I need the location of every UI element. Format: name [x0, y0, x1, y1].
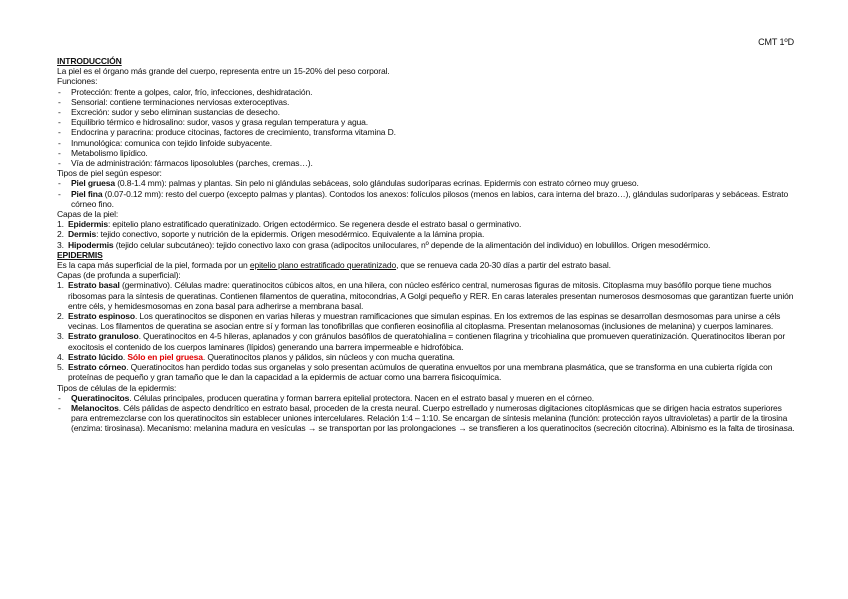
list-item-queratinocitos — [57, 393, 797, 403]
term-queratinocitos: Queratinocitos — [71, 392, 130, 403]
list-item-estrato-basal: 1. Estrato basal (germinativo). Células madre: queratinocitos cúbicos altos, en una hilera, con núcleo esférico central, numerosas figuras de mitosis. Citoplasma muy basófilo porque tiene muchos ribosomas para la síntesis de queratinas. Contienen filamentos de queratina, mitocondrias, A Golgi pequeño y RER. En caras laterales presentan numerosos desmosomas que garantizan fuerte unión entre céls, y hemidesmosomas en zona basal para adherirse a membrana basal. — [57, 280, 794, 311]
highlight-piel-gruesa: Sólo en piel gruesa — [127, 351, 203, 362]
epidermis-text-a: Es la capa más superficial de la piel, formada por un — [57, 260, 250, 271]
term-melanocitos: Melanocitos — [71, 402, 119, 413]
item-number: 3. — [57, 239, 64, 250]
text-estrato-basal: (germinativo). Células madre: queratinocitos cúbicos altos, en una hilera, con núcleo esférico central, numerosas figuras de mitosis. Citoplasma muy basófilo porque tiene muchos ribosomas para la síntesis de queratinas. Contienen filamentos de queratina, mitocondrias, A Golgi pequeño y RER. En caras laterales presentan numerosos desmosomas que garantizan fuerte unión entre céls, y hemidesmosomas en zona basal para adherirse a membrana basal. — [68, 280, 794, 311]
list-item-dermis — [57, 229, 797, 239]
section-title-introduccion: INTRODUCCIÓN — [57, 56, 122, 66]
list-item: - Vía de administración: fármacos liposolubles (parches, cremas…). — [57, 158, 797, 168]
term-estrato-corneo: Estrato córneo — [68, 362, 127, 373]
term-estrato-granuloso: Estrato granuloso — [68, 331, 139, 342]
term-estrato-lucido: Estrato lúcido — [68, 351, 123, 362]
text-estrato-lucido: . Queratinocitos planos y pálidos, sin núcleos y con mucha queratina. — [202, 351, 455, 362]
text-piel-gruesa: (0.8-1.4 mm): palmas y plantas. Sin pelo ni glándulas sebáceas, solo glándulas sudoríparas ecrinas. Epidermis con estrato córneo muy grueso. — [114, 178, 639, 189]
course-tag: CMT 1ºD — [758, 37, 794, 47]
text-epidermis: : epitelio plano estratificado queratinizado. Origen ectodérmico. Se regenera desde el estrato basal o germinativo. — [107, 219, 522, 230]
text-estrato-corneo: . Queratinocitos han perdido todas sus organelas y solo presentan acúmulos de queratina envueltos por una membrana plasmática, que se transforma en una cubierta rígida con proteínas de pequeño y gran tamaño que le dan la capacidad a la epidermis de actuar como una barrera fisicoquímica. — [68, 362, 773, 383]
tipos-celulas-label: Tipos de células de la epidermis: — [57, 382, 177, 393]
term-estrato-espinoso: Estrato espinoso — [68, 311, 135, 322]
list-item: - Excreción: sudor y sebo eliminan sustancias de desecho. — [57, 107, 797, 117]
list-item: - Protección: frente a golpes, calor, frío, infecciones, deshidratación. — [57, 87, 797, 97]
text-dermis: : tejido conectivo, soporte y nutrición de la epidermis. Origen mesodérmico. Equivalente a la lámina propia. — [96, 229, 485, 240]
term-estrato-basal: Estrato basal — [68, 280, 120, 291]
list-item-estrato-espinoso: 2. Estrato espinoso. Los queratinocitos se disponen en varias hileras y muestran ramificaciones que simulan espinas. En los extremos de las espinas se desarrollan desmosomas para unirse a céls vecinas. Los filamentos de queratina se asocian entre sí y forman las tonofibrillas que confieren eosinofilia al citoplasma. Presentan melanosomas (inclusiones de melanina) y cuerpos laminares. — [57, 311, 781, 332]
list-item-epidermis — [57, 219, 797, 229]
section-title-epidermis: EPIDERMIS — [57, 249, 103, 260]
capas-piel-label: Capas de la piel: — [57, 209, 119, 220]
list-item: - Sensorial: contiene terminaciones nerviosas exteroceptivas. — [57, 97, 797, 107]
term-epidermis: Epidermis — [68, 219, 108, 230]
epidermis-underlined: epitelio plano estratificado queratinizado — [249, 260, 397, 271]
list-item-estrato-lucido: 4. Estrato lúcido. Sólo en piel gruesa. Queratinocitos planos y pálidos, sin núcleos y con mucha queratina. — [57, 351, 455, 362]
list-item-estrato-granuloso: 3. Estrato granuloso. Queratinocitos en 4-5 hileras, aplanados y con gránulos basófilos de queratohialina = contienen filagrina y tricohialina que promueven queratinización. Queratinocitos liberan por exocitosis el contenido de los cuerpos laminares (lípidos) generando una barrera impermeable e hidrofóbica. — [57, 331, 786, 352]
epidermis-text-b: , que se renueva cada 20-30 días a partir del estrato basal. — [396, 260, 611, 271]
capas-epidermis-label: Capas (de profunda a superficial): — [57, 270, 181, 281]
term-hipodermis: Hipodermis — [68, 239, 114, 250]
funciones-label: Funciones: — [57, 76, 98, 87]
list-item: - Metabolismo lipídico. — [57, 148, 797, 158]
list-item: - Inmunológica: comunica con tejido linfoide subyacente. — [57, 138, 797, 148]
text-estrato-granuloso: . Queratinocitos en 4-5 hileras, aplanados y con gránulos basófilos de queratohialina = contienen filagrina y tricohialina que promueven queratinización. Queratinocitos liberan por exocitosis el contenido de los cuerpos laminares (lípidos) generando una barrera impermeable e hidrofóbica. — [68, 331, 786, 352]
tipos-piel-label: Tipos de piel según espesor: — [57, 168, 162, 179]
intro-paragraph: La piel es el órgano más grande del cuerpo, representa entre un 15-20% del peso corporal. — [57, 66, 390, 77]
list-item-piel-fina — [57, 189, 797, 209]
term-piel-fina: Piel fina — [71, 188, 103, 199]
item-number: 1. — [57, 219, 64, 230]
text-piel-fina: (0.07-0.12 mm): resto del cuerpo (excepto palmas y plantas). Contodos los anexos: folículos pilosos (menos en labios, cara interna del brazo…), glándulas sudoríparas y sebáceas. Estrato córneo fino. — [71, 188, 789, 209]
list-item: - Equilibrio térmico e hidrosalino: sudor, vasos y grasa regulan temperatura y agua. — [57, 117, 797, 127]
list-item-piel-gruesa — [57, 178, 797, 188]
item-number: 2. — [57, 229, 64, 240]
list-item: - Endocrina y paracrina: produce citocinas, factores de crecimiento, transforma vitamina D. — [57, 127, 797, 137]
list-item-estrato-corneo: 5. Estrato córneo. Queratinocitos han perdido todas sus organelas y solo presentan acúmulos de queratina envueltos por una membrana plasmática, que se transforma en una cubierta rígida con proteínas de pequeño y gran tamaño que le dan la capacidad a la epidermis de actuar como una barrera fisicoquímica. — [57, 362, 773, 383]
text-melanocitos: . Céls pálidas de aspecto dendrítico en estrato basal, proceden de la cresta neural. Cuerpo estrellado y numerosas digitaciones citoplásmicas que se dirigen hacia estratos superiores para entremezclarse con los queratinocitos sin establecer uniones intercelulares. Relación 1:4 – 1:10. Se encargan de síntesis melanina (función: protección rayos ultravioletas) a partir de la tirosina (enzima: tirosinasa). Mecanismo: melanina madura en vesículas → se transportan por las prolongaciones → se transfieren a los queratinocitos (secreción citocrina). Albinismo es la falta de tirosinasa. — [71, 402, 795, 434]
list-item-melanocitos — [57, 403, 797, 434]
epidermis-paragraph — [57, 260, 797, 270]
text-estrato-espinoso: . Los queratinocitos se disponen en varias hileras y muestran ramificaciones que simulan espinas. En los extremos de las espinas se desarrollan desmosomas para unirse a céls vecinas. Los filamentos de queratina se asocian entre sí y forman las tonofibrillas que confieren eosinofilia al citoplasma. Presentan melanosomas (inclusiones de melanina) y cuerpos laminares. — [68, 311, 781, 332]
list-item-hipodermis — [57, 240, 797, 250]
text-hipodermis: (tejido celular subcutáneo): tejido conectivo laxo con grasa (adipocitos uniloculares, nº depende de la alimentación del individuo) en lobulillos. Origen mesodérmico. — [113, 239, 711, 250]
document-body — [57, 56, 797, 434]
text-queratinocitos: . Células principales, producen queratina y forman barrera epitelial protectora. Nacen en el estrato basal y mueren en el córneo. — [129, 392, 594, 403]
term-dermis: Dermis — [68, 229, 97, 240]
term-piel-gruesa: Piel gruesa — [71, 178, 115, 189]
